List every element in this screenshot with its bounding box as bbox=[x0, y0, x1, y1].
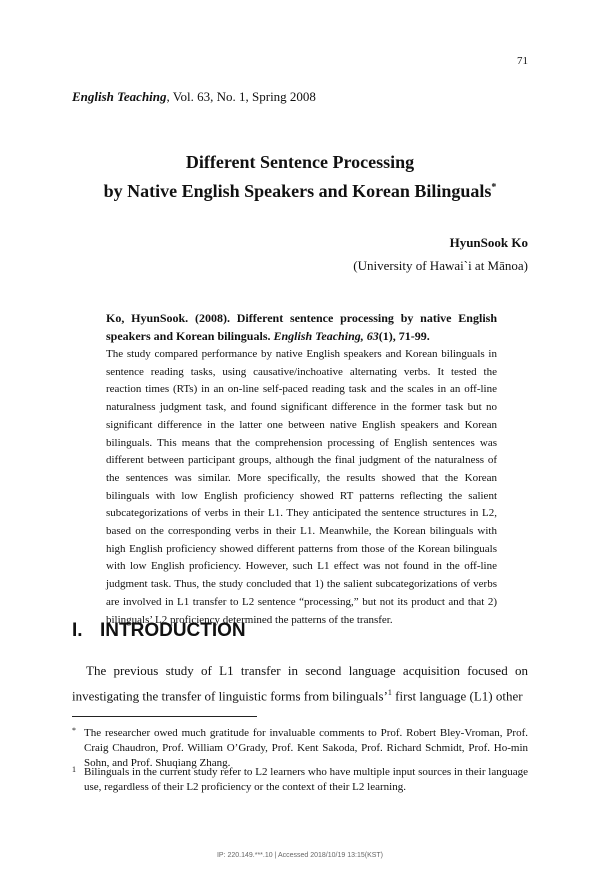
intro-footnote-mark: 1 bbox=[387, 688, 392, 697]
footnote-text: Bilinguals in the current study refer to L2 learners who have multiple input sources in their language use, regardless of their L2 proficiency or the context of their L2 learning. bbox=[84, 766, 528, 793]
footnote-divider bbox=[72, 716, 257, 717]
intro-text-end: first language (L1) other bbox=[391, 688, 523, 704]
section-heading bbox=[72, 620, 246, 642]
author-affiliation: (University of Hawai`i at Mānoa) bbox=[353, 258, 528, 273]
page-number: 71 bbox=[517, 55, 528, 67]
abstract-body: The study compared performance by native English speakers and Korean bilinguals in sentence reading tasks, using causative/inchoative alternating verbs. It tested the reaction times (RTs) in an on-line self-paced reading task and the scales in an off-line naturalness judgment task, and found significant difference in the former task but no significant difference in the latter one between native English speakers and Korean bilinguals. This means that the comprehension processing of English sentences was different between participant groups, although the final judgment of the naturalness of the sentences was similar. More specifically, the results showed that the Korean bilinguals with low English proficiency showed RT patterns reflecting the salient subcategorizations of verbs in their L1. They anticipated the sentence structures in L2, based on the corresponding verbs in their L1. Meanwhile, the Korean bilinguals with high English proficiency showed different patterns from those of the Korean bilinguals with low English proficiency. However, such L1 effect was not found in the off-line judgment task. Thus, the study concluded that 1) the salient subcategorizations of verbs are involved in L1 transfer to L2 sentence “processing,” but not its product and that 2) bilinguals’ L2 proficiency determined the patterns of the transfer. bbox=[106, 348, 497, 626]
author-name: HyunSook Ko bbox=[449, 235, 528, 250]
journal-details: , Vol. 63, No. 1, Spring 2008 bbox=[166, 89, 316, 104]
title-line-2: by Native English Speakers and Korean Bilinguals bbox=[103, 181, 492, 201]
journal-name: English Teaching bbox=[72, 89, 167, 104]
access-watermark: IP: 220.149.***.10 | Accessed 2018/10/19 13:15(KST) bbox=[216, 852, 384, 859]
section-number: I. bbox=[72, 620, 83, 641]
footnote-mark: 1 bbox=[72, 765, 76, 774]
footnote-mark: * bbox=[72, 726, 76, 735]
intro-paragraph bbox=[72, 660, 528, 707]
paper-title bbox=[0, 150, 600, 204]
journal-citation bbox=[72, 89, 316, 105]
citation-issue: (1), 71-99. bbox=[378, 329, 430, 343]
abstract-citation bbox=[106, 309, 497, 345]
citation-journal: English Teaching, 63 bbox=[273, 329, 379, 343]
footnote bbox=[72, 765, 528, 795]
section-title: INTRODUCTION bbox=[100, 620, 246, 641]
footnote-text: The researcher owed much gratitude for invaluable comments to Prof. Robert Bley-Vroman, Prof. Craig Chaudron, Prof. William O’Grady, Prof. Kent Sakoda, Prof. Richard Schmidt, Prof. Ho-min Sohn, and Prof. Shuqiang Zhang. bbox=[84, 727, 528, 769]
citation-text: Ko, HyunSook. (2008). Different sentence processing by native English speakers and Korean bilinguals. bbox=[106, 311, 497, 343]
intro-text-start: The previous study of L1 transfer in second language acquisition focused on investigating the transfer of linguistic forms from bilinguals’ bbox=[72, 663, 528, 704]
title-line-1: Different Sentence Processing bbox=[185, 152, 415, 172]
title-footnote-mark: * bbox=[491, 182, 497, 193]
